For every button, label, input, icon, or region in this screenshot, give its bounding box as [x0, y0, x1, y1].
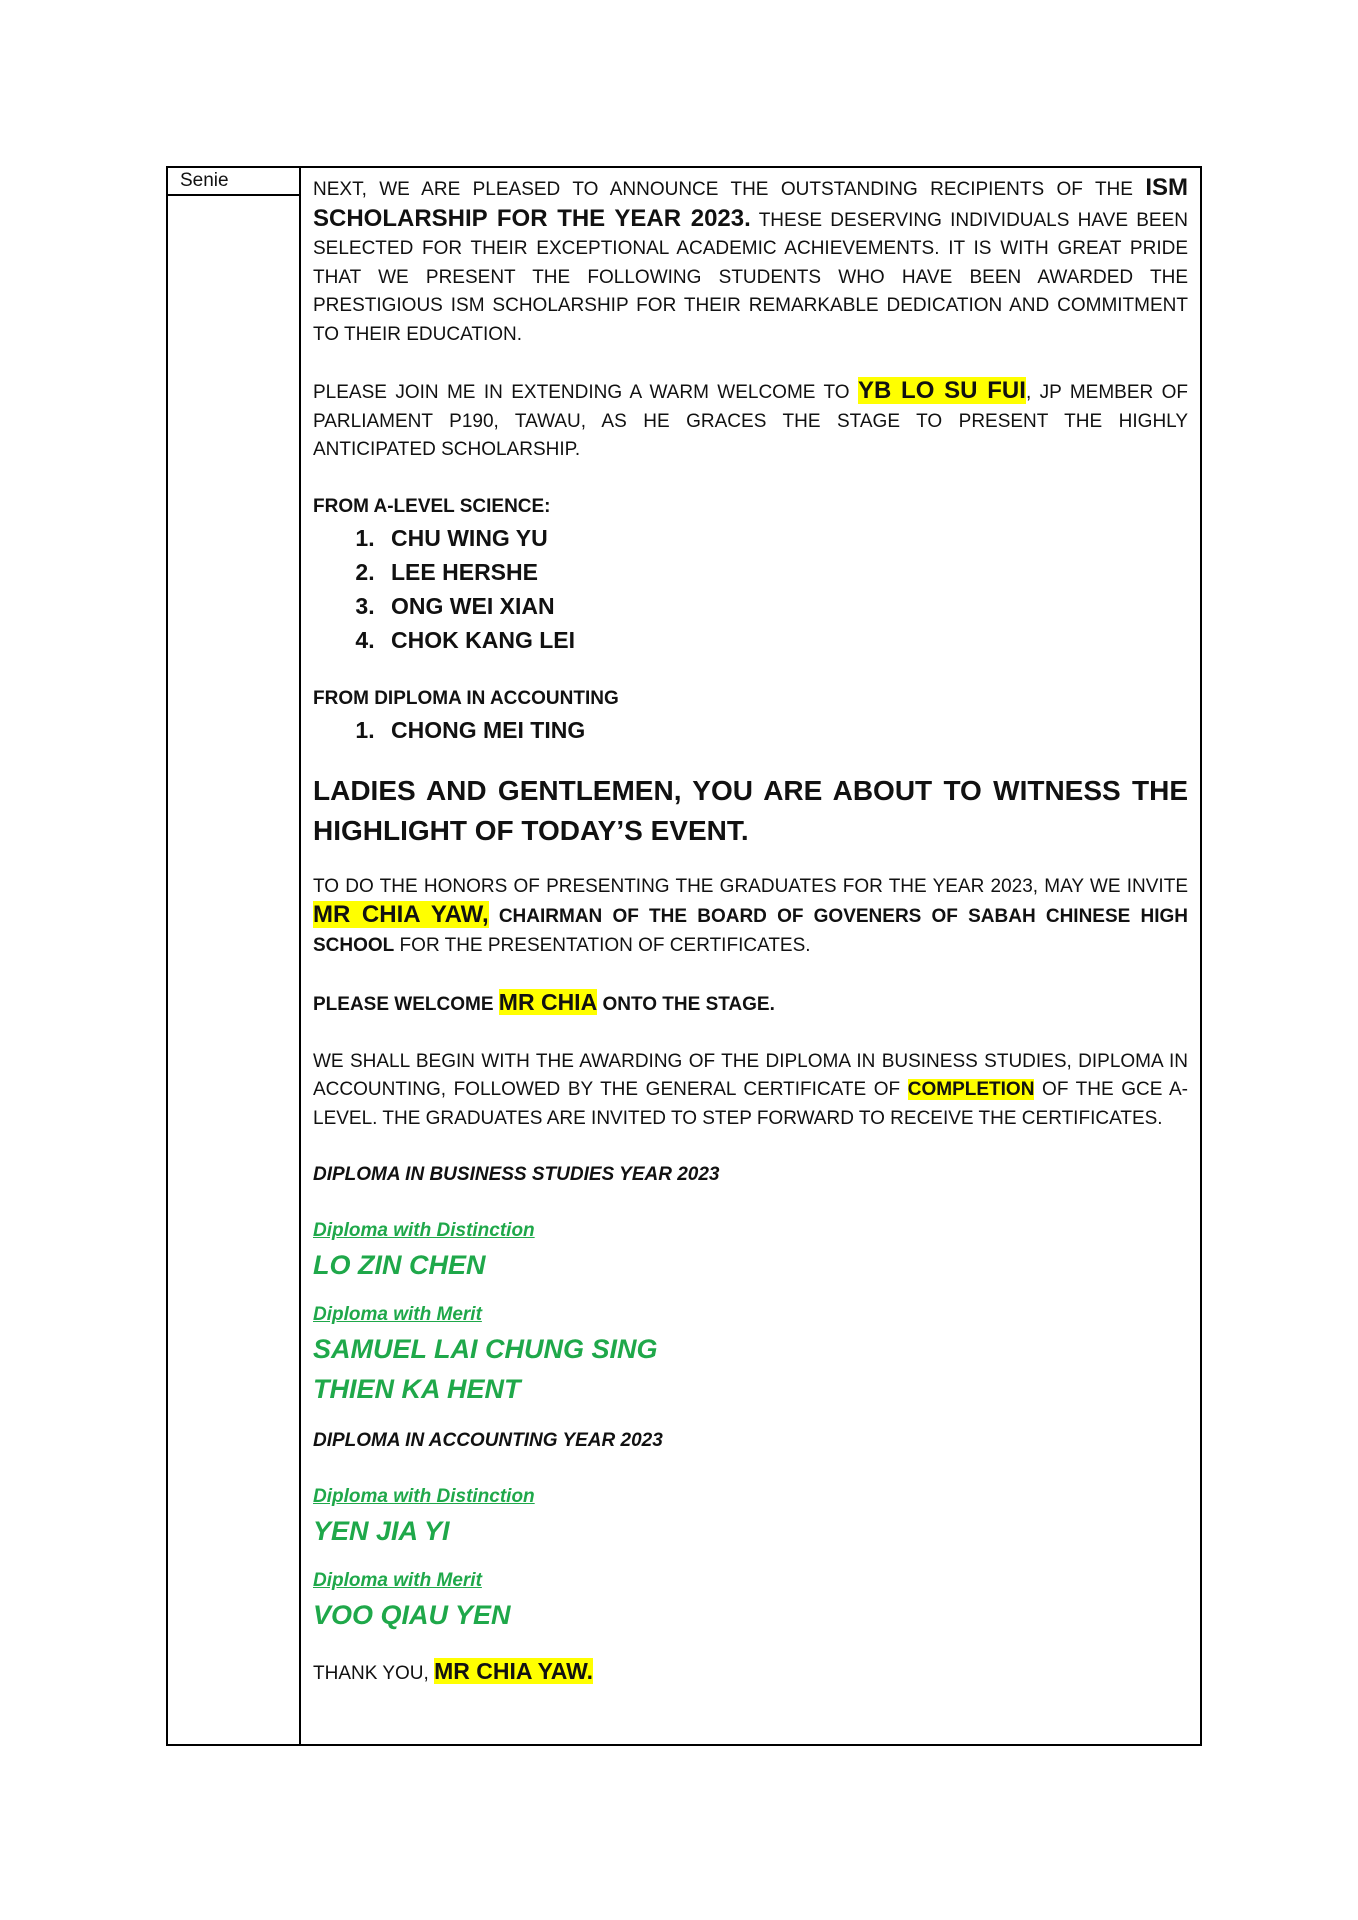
completion-highlight: COMPLETION — [907, 1079, 1035, 1100]
speaker-name: Senie — [168, 168, 299, 196]
business-merit-name: THIEN KA HENT — [313, 1374, 521, 1404]
welcome-text-a: PLEASE JOIN ME IN EXTENDING A WARM WELCOME TO — [313, 382, 858, 403]
alevel-label: FROM A-LEVEL SCIENCE: — [313, 495, 551, 517]
invite-text-c: FOR THE PRESENTATION OF CERTIFICATES. — [394, 934, 811, 956]
accounting-merit-label: Diploma with Merit — [313, 1570, 482, 1591]
list-item: 3. ONG WEI XIAN — [381, 589, 1188, 623]
guest-name-highlight: YB LO SU FUI — [857, 377, 1026, 404]
chairman-name-highlight: MR CHIA YAW, — [313, 901, 489, 928]
welcome-paragraph — [313, 377, 1188, 465]
diploma-accounting-names-list — [313, 713, 1188, 747]
headline: LADIES AND GENTLEMEN, YOU ARE ABOUT TO WITNESS THE HIGHLIGHT OF TODAY’S EVENT. — [313, 774, 1188, 846]
list-item: 4. CHOK KANG LEI — [381, 623, 1188, 657]
business-merit-name: SAMUEL LAI CHUNG SING — [313, 1334, 658, 1364]
please-welcome-a: PLEASE WELCOME — [313, 994, 499, 1015]
script-content — [301, 168, 1200, 1744]
script-table — [166, 166, 1202, 1746]
thanks-line — [313, 1657, 1188, 1689]
business-title: DIPLOMA IN BUSINESS STUDIES YEAR 2023 — [313, 1164, 720, 1185]
alevel-names-list — [313, 521, 1188, 657]
speaker-column — [168, 168, 301, 1744]
thanks-text: THANK YOU, — [313, 1663, 435, 1684]
please-welcome — [313, 988, 1188, 1020]
intro-text-c: THESE DESERVING INDIVIDUALS HAVE BEEN SELECTED FOR THEIR EXCEPTIONAL ACADEMIC ACHIEVEMENTS. IT IS WITH GREAT PRIDE THAT WE PRESENT THE FOLLOWING STUDENTS WHO HAVE BEEN AWARDED THE PRESTIGIOUS ISM SCHOLARSHIP FOR THEIR REMARKABLE DEDICATION AND COMMITMENT TO THEIR EDUCATION. — [313, 209, 1188, 345]
business-distinction-label: Diploma with Distinction — [313, 1220, 535, 1241]
business-merit-label: Diploma with Merit — [313, 1304, 482, 1325]
chairman-title: CHAIRMAN OF THE BOARD OF GOVENERS OF SABAH CHINESE HIGH SCHOOL — [313, 906, 1189, 956]
intro-text-a: NEXT, WE ARE PLEASED TO ANNOUNCE THE OUTSTANDING RECIPIENTS OF THE — [313, 179, 1146, 200]
welcome-text-b: , JP MEMBER OF PARLIAMENT P190, TAWAU, AS HE GRACES THE STAGE TO PRESENT THE HIGHLY ANTICIPATED SCHOLARSHIP. — [313, 382, 1188, 460]
begin-text-a: WE SHALL BEGIN WITH THE AWARDING OF THE DIPLOMA IN BUSINESS STUDIES, DIPLOMA IN ACCOUNTING, FOLLOWED BY THE GENERAL CERTIFICATE OF — [313, 1050, 1188, 1100]
accounting-distinction-name: YEN JIA YI — [313, 1516, 450, 1546]
scholarship-title: ISM SCHOLARSHIP FOR THE YEAR 2023. — [313, 174, 1188, 232]
list-item: 1. CHU WING YU — [381, 521, 1188, 555]
invite-paragraph — [313, 873, 1188, 961]
please-welcome-b: ONTO THE STAGE. — [597, 994, 775, 1015]
diploma-accounting-label: FROM DIPLOMA IN ACCOUNTING — [313, 687, 619, 709]
accounting-distinction-label: Diploma with Distinction — [313, 1486, 535, 1507]
mr-chia-highlight: MR CHIA — [498, 989, 598, 1015]
begin-text-b: OF THE GCE A-LEVEL. THE GRADUATES ARE INVITED TO STEP FORWARD TO RECEIVE THE CERTIFICATES. — [313, 1079, 1188, 1129]
list-item: 1. CHONG MEI TING — [381, 713, 1188, 747]
invite-text-a: TO DO THE HONORS OF PRESENTING THE GRADUATES FOR THE YEAR 2023, MAY WE INVITE — [313, 875, 1188, 897]
begin-paragraph — [313, 1048, 1188, 1134]
list-item: 2. LEE HERSHE — [381, 555, 1188, 589]
business-distinction-name: LO ZIN CHEN — [313, 1250, 486, 1280]
scholarship-intro — [313, 174, 1188, 349]
thanks-name-highlight: MR CHIA YAW. — [434, 1658, 593, 1684]
accounting-title: DIPLOMA IN ACCOUNTING YEAR 2023 — [313, 1430, 663, 1451]
accounting-merit-name: VOO QIAU YEN — [313, 1600, 511, 1630]
